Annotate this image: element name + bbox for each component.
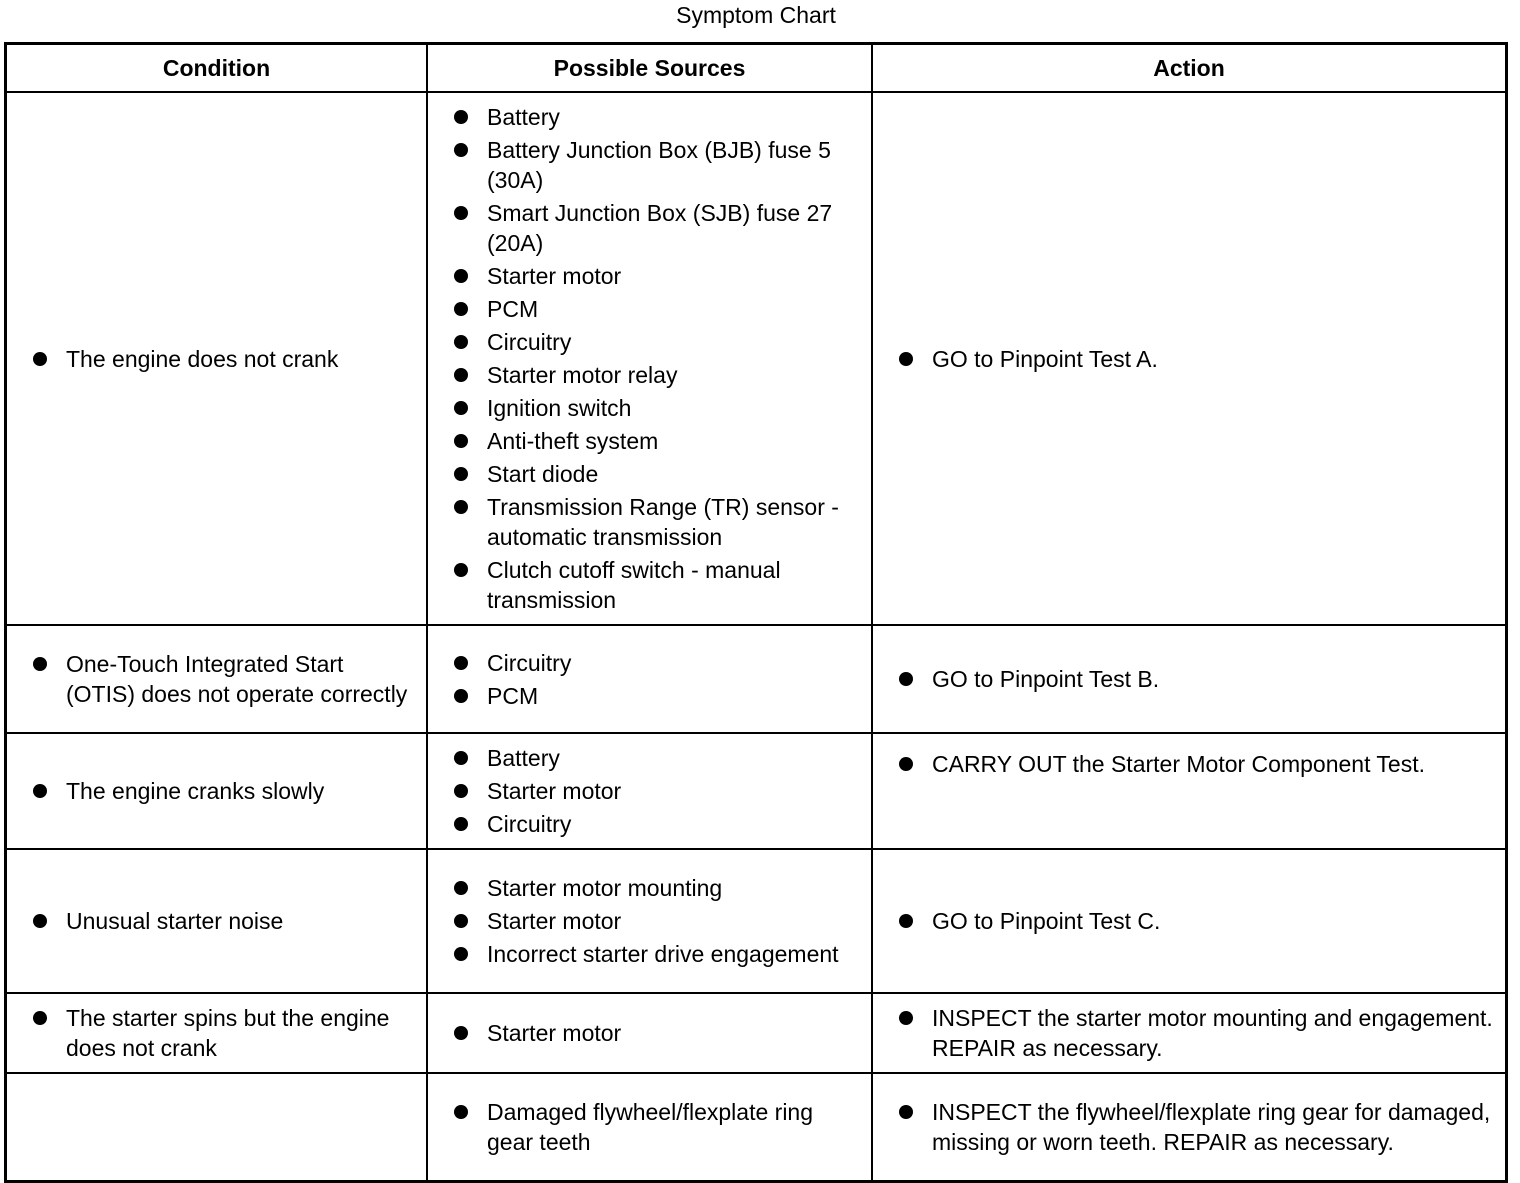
condition-item: The engine does not crank — [7, 344, 426, 374]
condition-cell — [6, 625, 428, 733]
sources-cell — [427, 625, 872, 733]
bullet-icon — [454, 656, 468, 670]
table-row — [6, 1073, 1507, 1182]
bullet-icon — [454, 1026, 468, 1040]
chart-title: Symptom Chart — [676, 2, 836, 28]
bullet-icon — [454, 368, 468, 382]
action-cell — [872, 92, 1507, 625]
bullet-icon — [454, 110, 468, 124]
condition-cell — [6, 993, 428, 1073]
bullet-icon — [454, 401, 468, 415]
table-row — [6, 92, 1507, 625]
bullet-icon — [454, 143, 468, 157]
sources-cell — [427, 1073, 872, 1182]
symptom-chart-table — [4, 42, 1508, 1183]
action-cell — [872, 1073, 1507, 1182]
bullet-icon — [454, 467, 468, 481]
bullet-icon — [454, 434, 468, 448]
bullet-icon — [33, 352, 47, 366]
action-item: INSPECT the flywheel/flexplate ring gear for damaged, missing or worn teeth. REPAIR as necessary. — [873, 1097, 1505, 1157]
header-row — [6, 44, 1507, 93]
action-cell — [872, 733, 1507, 849]
table-row — [6, 993, 1507, 1073]
header-action: Action — [872, 44, 1507, 93]
source-item: Start diode — [428, 459, 871, 489]
condition-cell-empty — [6, 1073, 428, 1182]
bullet-icon — [454, 689, 468, 703]
sources-cell — [427, 733, 872, 849]
condition-item: Unusual starter noise — [7, 906, 426, 936]
source-item: Starter motor mounting — [428, 873, 871, 903]
condition-item: The engine cranks slowly — [7, 776, 426, 806]
condition-cell — [6, 92, 428, 625]
header-condition: Condition — [6, 44, 428, 93]
source-item: Battery Junction Box (BJB) fuse 5 (30A) — [428, 135, 871, 195]
action-cell — [872, 849, 1507, 993]
source-item: Damaged flywheel/flexplate ring gear teeth — [428, 1097, 871, 1157]
bullet-icon — [454, 335, 468, 349]
source-item: Clutch cutoff switch - manual transmission — [428, 555, 871, 615]
bullet-icon — [454, 914, 468, 928]
bullet-icon — [899, 672, 913, 686]
source-item: Battery — [428, 102, 871, 132]
action-item: INSPECT the starter motor mounting and engagement. REPAIR as necessary. — [873, 1003, 1505, 1063]
action-item: CARRY OUT the Starter Motor Component Test. — [873, 749, 1505, 779]
source-item: Incorrect starter drive engagement — [428, 939, 871, 969]
source-item: Starter motor — [428, 261, 871, 291]
action-item: GO to Pinpoint Test B. — [873, 664, 1505, 694]
table-row — [6, 849, 1507, 993]
table-row — [6, 625, 1507, 733]
bullet-icon — [454, 1105, 468, 1119]
condition-cell — [6, 849, 428, 993]
bullet-icon — [454, 751, 468, 765]
sources-cell — [427, 993, 872, 1073]
bullet-icon — [454, 947, 468, 961]
source-item: Starter motor — [428, 906, 871, 936]
source-item: Circuitry — [428, 809, 871, 839]
header-possible-sources: Possible Sources — [427, 44, 872, 93]
source-item: Transmission Range (TR) sensor - automatic transmission — [428, 492, 871, 552]
source-item: Smart Junction Box (SJB) fuse 27 (20A) — [428, 198, 871, 258]
sources-cell — [427, 92, 872, 625]
source-item: Starter motor — [428, 776, 871, 806]
source-item: Anti-theft system — [428, 426, 871, 456]
bullet-icon — [454, 784, 468, 798]
bullet-icon — [454, 269, 468, 283]
bullet-icon — [454, 817, 468, 831]
bullet-icon — [454, 563, 468, 577]
bullet-icon — [899, 914, 913, 928]
bullet-icon — [33, 657, 47, 671]
condition-item: One-Touch Integrated Start (OTIS) does not operate correctly — [7, 649, 426, 709]
source-item: Starter motor — [428, 1018, 871, 1048]
bullet-icon — [454, 500, 468, 514]
source-item: Starter motor relay — [428, 360, 871, 390]
bullet-icon — [454, 302, 468, 316]
bullet-icon — [33, 914, 47, 928]
source-item: PCM — [428, 294, 871, 324]
condition-cell — [6, 733, 428, 849]
source-item: Battery — [428, 743, 871, 773]
bullet-icon — [899, 352, 913, 366]
bullet-icon — [899, 1105, 913, 1119]
source-item: Circuitry — [428, 648, 871, 678]
source-item: Ignition switch — [428, 393, 871, 423]
condition-item: The starter spins but the engine does not crank — [7, 1003, 426, 1063]
bullet-icon — [454, 881, 468, 895]
table-row — [6, 733, 1507, 849]
bullet-icon — [33, 784, 47, 798]
action-item: GO to Pinpoint Test C. — [873, 906, 1505, 936]
sources-cell — [427, 849, 872, 993]
action-cell — [872, 625, 1507, 733]
source-item: Circuitry — [428, 327, 871, 357]
bullet-icon — [33, 1011, 47, 1025]
source-item: PCM — [428, 681, 871, 711]
bullet-icon — [899, 1011, 913, 1025]
action-cell — [872, 993, 1507, 1073]
bullet-icon — [454, 206, 468, 220]
action-item: GO to Pinpoint Test A. — [873, 344, 1505, 374]
bullet-icon — [899, 757, 913, 771]
